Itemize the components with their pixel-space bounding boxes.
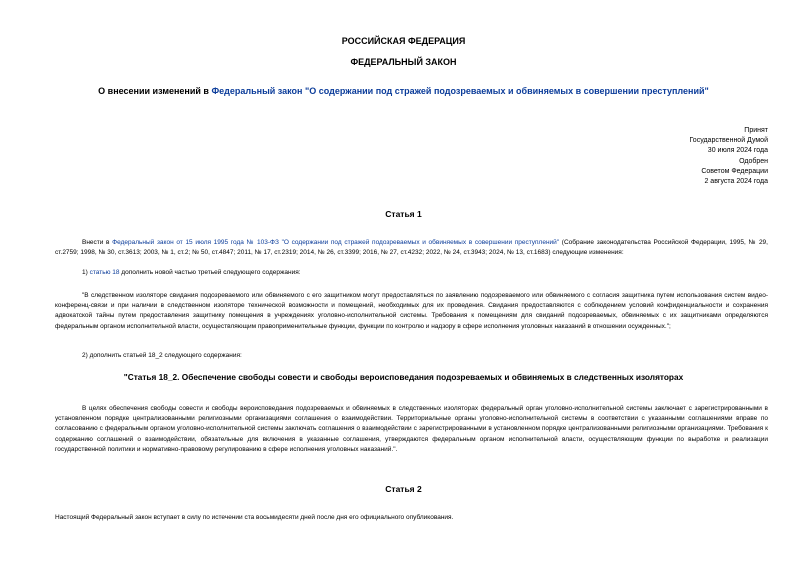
law-reference-link[interactable]: Федеральный закон от 15 июля 1995 года № 103-ФЗ "О содержании под стражей подозреваемых и обвиняемых в совершении преступлений" bbox=[112, 239, 560, 246]
country-heading: РОССИЙСКАЯ ФЕДЕРАЦИЯ bbox=[341, 36, 466, 46]
adoption-line: Советом Федерации bbox=[701, 167, 768, 175]
adoption-date: 2 августа 2024 года bbox=[704, 178, 768, 186]
article-1-heading: Статья 1 bbox=[385, 209, 422, 219]
adoption-line: Государственной Думой bbox=[689, 137, 768, 145]
item-1-prefix: 1) bbox=[82, 269, 90, 276]
item-2: 2) дополнить статьей 18_2 следующего содержания: bbox=[82, 352, 242, 359]
law-title-link[interactable]: Федеральный закон "О содержании под стражей подозреваемых и обвиняемых в совершении преступлений" bbox=[211, 86, 709, 96]
article-2-body: Настоящий Федеральный закон вступает в силу по истечении ста восьмидесяти дней после дня его официального опубликования. bbox=[55, 514, 454, 521]
article-2-heading: Статья 2 bbox=[385, 484, 422, 494]
law-title-prefix: О внесении изменений в bbox=[98, 86, 212, 96]
article-18-2-body: В целях обеспечения свободы совести и свободы вероисповедания подозреваемых и обвиняемых в следственных изоляторах федеральный орган уголовно-исполнительной системы заключает с зарегистрированными в установленном порядке централизованными религиозными организациями соглашения о взаимодействии. Территориальные органы уголовно-исполнительной системы в соответствии с указанными соглашениями вправе по согласованию с федеральным органом уголовно-исполнительной системы заключать соглашения о взаимодействии с зарегистрированными в установленном порядке централизованными религиозными организациями. Требования к содержанию соглашений о взаимодействии, обязательные для включения в указанные соглашения, утверждаются федеральным органом исполнительной власти, осуществляющим функции по выработке и реализации государственной политики и нормативно-правовому регулированию в сфере исполнения уголовных наказаний.". bbox=[55, 405, 768, 453]
law-title bbox=[0, 86, 807, 96]
adoption-line: Принят bbox=[744, 127, 768, 134]
item-1 bbox=[82, 269, 301, 276]
article-1-intro bbox=[55, 238, 768, 258]
item-1-suffix: дополнить новой частью третьей следующего содержания: bbox=[119, 269, 301, 276]
adoption-block bbox=[689, 126, 768, 187]
adoption-date: 30 июля 2024 года bbox=[707, 147, 768, 155]
intro-prefix: Внести в bbox=[82, 239, 113, 246]
article-18-link[interactable]: статью 18 bbox=[89, 269, 120, 276]
intro-suffix: (Собрание законодательства Российской Федерации, 1995, № 29, ст.2759; 1998, № 30, ст.3613; 2003, № 1, ст.2; № 50, ст.4847; 2011, № 17, ст.2319; 2014, № 26, ст.3399; 2016, № 27, ст.4232; 2022, № 24, ст.3943; 2024, № 13, ст.1683) следующие изменения: bbox=[55, 239, 768, 257]
quote-paragraph: "В следственном изоляторе свидания подозреваемого или обвиняемого с его защитником могут предоставляться по заявлению подозреваемого или обвиняемого с согласия защитника путем использования систем видео-конференц-связи и при наличии в следственном изоляторе технической возможности и помещений, необходимых для их проведения. Свидания предоставляются с соблюдением условий конфиденциальности и сохранения адвокатской тайны путем предоставления защитнику помещения в учреждениях уголовно-исполнительной системы. Требования к помещениям для свиданий подозреваемых, обвиняемых с их защитниками определяются федеральным органом исполнительной власти, осуществляющим правоприменительные функции, функции по контролю и надзору в сфере исполнения уголовных наказаний в отношении осужденных."; bbox=[55, 292, 768, 330]
adoption-line: Одобрен bbox=[739, 157, 768, 165]
doc-type-heading: ФЕДЕРАЛЬНЫЙ ЗАКОН bbox=[350, 57, 457, 67]
article-18-2-title: "Статья 18_2. Обеспечение свободы совести и свободы вероисповедания подозреваемых и обвиняемых в следственных изоляторах bbox=[123, 372, 684, 382]
